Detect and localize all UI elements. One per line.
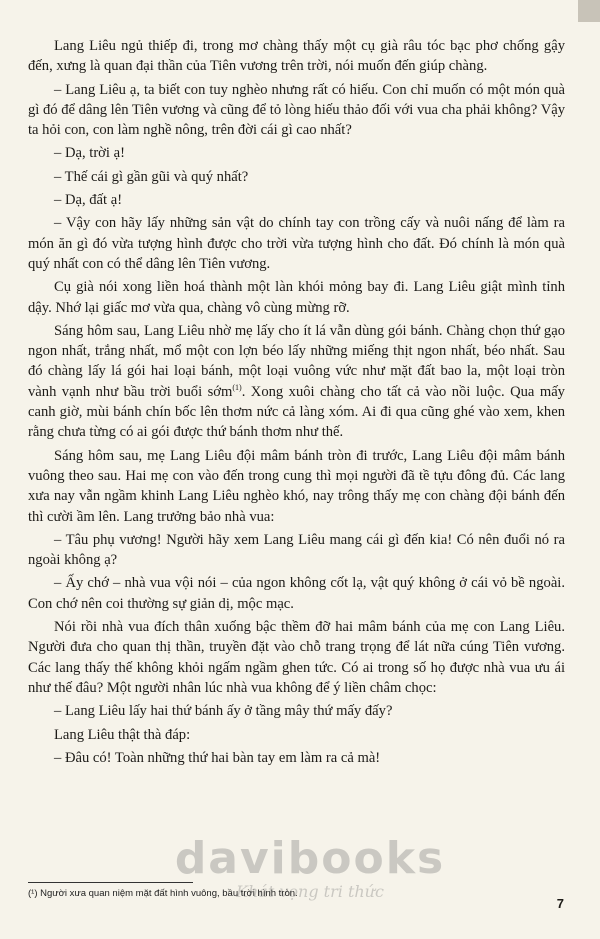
paragraph-text: Sáng hôm sau, Lang Liêu nhờ mẹ lấy cho ít lá vẫn dùng gói bánh. Chàng chọn thứ gạo ngon nhất, trắng nhất, mổ một con lợn béo lấy những miếng thịt ngon nhất, béo nhất. Sau đó chàng lấy lá gói hai loại bánh, một loại vuông vức như mặt đất bao la, một loại tròn vành vạnh như bầu trời buổi sớm [28, 322, 565, 400]
paragraph: – Tâu phụ vương! Người hãy xem Lang Liêu mang cái gì đến kia! Có nên đuổi nó ra ngoài không ạ? [28, 531, 565, 569]
watermark-slogan: Khát vọng tri thức [236, 882, 384, 901]
watermark-brand: davibooks [174, 833, 446, 884]
story-text [28, 36, 565, 768]
footnote: (¹) Người xưa quan niệm mặt đất hình vuông, bầu trời hình tròn. [28, 888, 298, 899]
paragraph-text-tail: . Xong xuôi chàng cho tất cả vào nồi luộc. Qua mấy canh giờ, mùi bánh chín bốc lên thơm nức cả làng xóm. Ai đi qua cũng ghé vào xem, khen rằng chưa từng có ai gói được thứ bánh thơm như thế. [28, 383, 565, 441]
paragraph: Lang Liêu thật thà đáp: [54, 726, 191, 743]
page-number: 7 [556, 896, 564, 911]
footnote-divider [28, 882, 193, 883]
paragraph-with-footnote [28, 321, 565, 443]
paragraph: – Vậy con hãy lấy những sản vật do chính tay con trồng cấy và nuôi nấng để làm ra món ăn gì đó vừa tượng hình được cho trời vừa tượng hình cho đất. Đó chính là món quà quý nhất con có thể dâng lên Tiên vương. [28, 215, 565, 272]
paragraph: Sáng hôm sau, mẹ Lang Liêu đội mâm bánh tròn đi trước, Lang Liêu đội mâm bánh vuông theo sau. Hai mẹ con vào đến trong cung thì mọi người đã tề tựu đông đủ. Các lang xưa nay vẫn ngầm khinh Lang Liêu nghèo khó, nay trông thấy mẹ con chàng đội bánh đến thì cười ầm lên. Lang trưởng bảo nhà vua: [28, 447, 565, 525]
page-corner-mark [578, 0, 600, 22]
paragraph: – Thế cái gì gần gũi và quý nhất? [54, 168, 249, 185]
paragraph: Lang Liêu ngủ thiếp đi, trong mơ chàng thấy một cụ già râu tóc bạc phơ chống gậy đến, xưng là quan đại thần của Tiên vương trên trời, nói muốn đến giúp chàng. [28, 38, 565, 75]
paragraph: – Lang Liêu lấy hai thứ bánh ấy ở tầng mây thứ mấy đấy? [54, 703, 393, 720]
paragraph: – Dạ, đất ạ! [54, 192, 123, 209]
paragraph: – Dạ, trời ạ! [54, 145, 125, 162]
paragraph: – Ấy chớ – nhà vua vội nói – của ngon không cốt lạ, vật quý không ở cái vỏ bề ngoài. Con chớ nên coi thường sự giản dị, mộc mạc. [28, 575, 565, 612]
paragraph: – Đâu có! Toàn những thứ hai bàn tay em làm ra cả mà! [54, 749, 381, 766]
paragraph: Cụ già nói xong liền hoá thành một làn khói mỏng bay đi. Lang Liêu giật mình tỉnh dậy. Nhớ lại giấc mơ vừa qua, chàng vô cùng mừng rỡ. [28, 279, 565, 316]
paragraph: – Lang Liêu ạ, ta biết con tuy nghèo nhưng rất có hiếu. Con chỉ muốn có một món quà gì đó để dâng lên Tiên vương và cũng để tỏ lòng hiếu thảo đối với vua cha phải không? Vậy ta hỏi con, con làm nghề nông, trên đời cái gì cao nhất? [28, 81, 566, 139]
footnote-reference: (1) [232, 382, 242, 392]
paragraph: Nói rồi nhà vua đích thân xuống bậc thềm đỡ hai mâm bánh của mẹ con Lang Liêu. Người đưa cho quan thị thần, truyền đặt vào chỗ trang trọng để lát nữa cúng Tiên vương. Các lang thấy thế không khỏi ngấm ngầm ghen tức. Có ai trong số họ được nhà vua ưu ái như thế đâu? Một người nhân lúc nhà vua không để ý liền châm chọc: [28, 619, 565, 696]
